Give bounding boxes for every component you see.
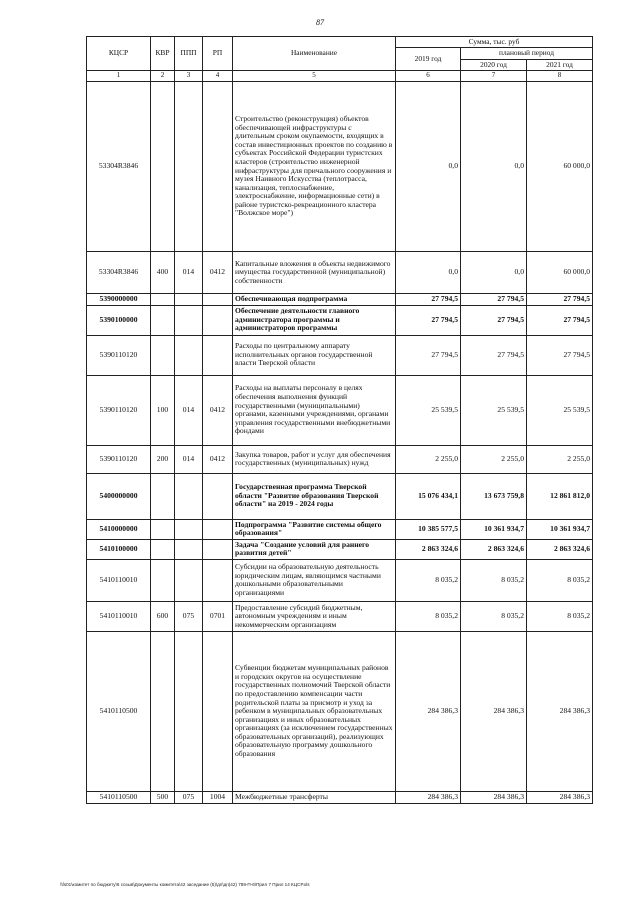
rp-cell: 0412 xyxy=(203,445,233,473)
ppp-cell: 075 xyxy=(175,601,203,631)
amount-2020-cell: 27 794,5 xyxy=(461,305,527,335)
name-cell: Капитальные вложения в объекты недвижимого имущества государственной (муниципальной) собственности xyxy=(233,252,396,294)
rp-cell xyxy=(203,294,233,306)
header-rp: РП xyxy=(203,37,233,71)
amount-2020-cell: 2 255,0 xyxy=(461,445,527,473)
amount-2019-cell: 284 386,3 xyxy=(396,631,461,791)
header-year-2020: 2020 год xyxy=(461,59,527,70)
file-path-footer: \\fs01\комитет по бюджету\6 созыв\Документы комитета\42 заседание (5)\дп\дп(42) 789-П-6\Прил 7 Прил 14 КЦСР.xls xyxy=(60,882,310,887)
name-cell: Предоставление субсидий бюджетным, автономным учреждениям и иным некоммерческим организациям xyxy=(233,601,396,631)
kcsr-cell: 5410110500 xyxy=(87,791,151,803)
name-cell: Субсидии на образовательную деятельность юридическим лицам, являющимся частными дошкольными образовательными организациями xyxy=(233,559,396,601)
kvr-cell: 500 xyxy=(151,791,175,803)
rp-cell xyxy=(203,473,233,519)
ppp-cell xyxy=(175,519,203,539)
rp-cell xyxy=(203,305,233,335)
kcsr-cell: 5390110120 xyxy=(87,445,151,473)
amount-2021-cell: 25 539,5 xyxy=(527,375,593,445)
kvr-cell xyxy=(151,559,175,601)
amount-2021-cell: 284 386,3 xyxy=(527,791,593,803)
table-row xyxy=(87,631,593,791)
amount-2021-cell: 10 361 934,7 xyxy=(527,519,593,539)
column-number: 1 xyxy=(87,71,151,82)
name-cell: Подпрограмма "Развитие системы общего образования" xyxy=(233,519,396,539)
amount-2019-cell: 2 863 324,6 xyxy=(396,539,461,559)
ppp-cell xyxy=(175,539,203,559)
header-sum: Сумма, тыс. руб xyxy=(396,37,593,48)
name-cell: Государственная программа Тверской области "Развитие образования Тверской области" на 2019 - 2024 годы xyxy=(233,473,396,519)
table-header xyxy=(87,37,593,82)
amount-2020-cell: 0,0 xyxy=(461,252,527,294)
kvr-cell xyxy=(151,539,175,559)
table-row xyxy=(87,445,593,473)
name-cell: Закупка товаров, работ и услуг для обеспечения государственных (муниципальных) нужд xyxy=(233,445,396,473)
ppp-cell xyxy=(175,294,203,306)
table-row xyxy=(87,791,593,803)
table-row xyxy=(87,559,593,601)
amount-2019-cell: 27 794,5 xyxy=(396,294,461,306)
kvr-cell xyxy=(151,519,175,539)
table-row xyxy=(87,252,593,294)
name-cell: Расходы по центральному аппарату исполнительных органов государственной власти Тверской области xyxy=(233,335,396,375)
table-row xyxy=(87,601,593,631)
rp-cell: 0412 xyxy=(203,375,233,445)
ppp-cell xyxy=(175,335,203,375)
rp-cell xyxy=(203,539,233,559)
kcsr-cell: 5390000000 xyxy=(87,294,151,306)
kcsr-cell: 53304R3846 xyxy=(87,252,151,294)
rp-cell xyxy=(203,631,233,791)
amount-2020-cell: 27 794,5 xyxy=(461,335,527,375)
rp-cell xyxy=(203,519,233,539)
ppp-cell: 014 xyxy=(175,445,203,473)
amount-2020-cell: 8 035,2 xyxy=(461,559,527,601)
kvr-cell: 100 xyxy=(151,375,175,445)
ppp-cell xyxy=(175,82,203,252)
amount-2019-cell: 0,0 xyxy=(396,252,461,294)
column-number: 6 xyxy=(396,71,461,82)
amount-2020-cell: 284 386,3 xyxy=(461,791,527,803)
amount-2019-cell: 27 794,5 xyxy=(396,305,461,335)
amount-2021-cell: 60 000,0 xyxy=(527,82,593,252)
table-row xyxy=(87,375,593,445)
amount-2019-cell: 10 385 577,5 xyxy=(396,519,461,539)
rp-cell xyxy=(203,559,233,601)
amount-2021-cell: 2 255,0 xyxy=(527,445,593,473)
header-plan-period: плановый период xyxy=(461,48,593,59)
ppp-cell: 014 xyxy=(175,252,203,294)
table-row xyxy=(87,294,593,306)
kvr-cell xyxy=(151,335,175,375)
rp-cell: 0701 xyxy=(203,601,233,631)
amount-2019-cell: 8 035,2 xyxy=(396,559,461,601)
kvr-cell xyxy=(151,631,175,791)
column-number: 7 xyxy=(461,71,527,82)
column-number-row xyxy=(87,71,593,82)
amount-2020-cell: 0,0 xyxy=(461,82,527,252)
rp-cell: 0412 xyxy=(203,252,233,294)
amount-2019-cell: 0,0 xyxy=(396,82,461,252)
kcsr-cell: 5410000000 xyxy=(87,519,151,539)
header-ppp: ППП xyxy=(175,37,203,71)
kvr-cell: 400 xyxy=(151,252,175,294)
amount-2020-cell: 27 794,5 xyxy=(461,294,527,306)
name-cell: Обеспечивающая подпрограмма xyxy=(233,294,396,306)
amount-2021-cell: 60 000,0 xyxy=(527,252,593,294)
amount-2021-cell: 27 794,5 xyxy=(527,305,593,335)
name-cell: Субвенции бюджетам муниципальных районов и городских округов на осуществление государственных полномочий Тверской области по предоставлению компенсации части родительской платы за присмотр и уход за ребенком в муниципальных образовательных организациях и иных образовательных организациях (за исключением государственных образовательных организаций), реализующих образовательную программу дошкольного образования xyxy=(233,631,396,791)
amount-2020-cell: 284 386,3 xyxy=(461,631,527,791)
amount-2020-cell: 25 539,5 xyxy=(461,375,527,445)
amount-2021-cell: 8 035,2 xyxy=(527,559,593,601)
name-cell: Задача "Создание условий для раннего развития детей" xyxy=(233,539,396,559)
budget-table xyxy=(86,36,593,804)
ppp-cell xyxy=(175,559,203,601)
ppp-cell xyxy=(175,473,203,519)
amount-2019-cell: 15 076 434,1 xyxy=(396,473,461,519)
table-row xyxy=(87,473,593,519)
page-number: 87 xyxy=(316,18,324,27)
amount-2021-cell: 8 035,2 xyxy=(527,601,593,631)
amount-2019-cell: 25 539,5 xyxy=(396,375,461,445)
kvr-cell: 600 xyxy=(151,601,175,631)
ppp-cell xyxy=(175,631,203,791)
kcsr-cell: 5410100000 xyxy=(87,539,151,559)
kvr-cell xyxy=(151,82,175,252)
amount-2020-cell: 10 361 934,7 xyxy=(461,519,527,539)
header-kvr: КВР xyxy=(151,37,175,71)
name-cell: Межбюджетные трансферты xyxy=(233,791,396,803)
kvr-cell: 200 xyxy=(151,445,175,473)
kvr-cell xyxy=(151,473,175,519)
amount-2019-cell: 284 386,3 xyxy=(396,791,461,803)
name-cell: Расходы на выплаты персоналу в целях обеспечения выполнения функций государственными (муниципальными) органами, казенными учреждениями, органами управления государственными внебюджетными фондами xyxy=(233,375,396,445)
column-number: 2 xyxy=(151,71,175,82)
kcsr-cell: 5410110500 xyxy=(87,631,151,791)
table-row xyxy=(87,82,593,252)
header-kcsr: КЦСР xyxy=(87,37,151,71)
kcsr-cell: 5390110120 xyxy=(87,335,151,375)
kcsr-cell: 5390110120 xyxy=(87,375,151,445)
header-year-2021: 2021 год xyxy=(527,59,593,70)
kcsr-cell: 5400000000 xyxy=(87,473,151,519)
column-number: 4 xyxy=(203,71,233,82)
table-row xyxy=(87,519,593,539)
amount-2021-cell: 2 863 324,6 xyxy=(527,539,593,559)
ppp-cell xyxy=(175,305,203,335)
amount-2020-cell: 13 673 759,8 xyxy=(461,473,527,519)
kcsr-cell: 5410110010 xyxy=(87,559,151,601)
amount-2019-cell: 8 035,2 xyxy=(396,601,461,631)
header-year-2019: 2019 год xyxy=(396,48,461,71)
rp-cell: 1004 xyxy=(203,791,233,803)
table-row xyxy=(87,305,593,335)
name-cell: Строительство (реконструкция) объектов обеспечивающей инфраструктуры с длительным сроком окупаемости, входящих в состав инвестиционных проектов по созданию в субъектах Российской Федерации туристских кластеров (строительство инженерной инфраструктуры для причального сооружения и музея Наивного Искусства (теплотрасса, канализация, теплоснабжение, электроснабжение, информационные сети) в районе туристско-рекреационного кластера "Волжское море") xyxy=(233,82,396,252)
amount-2019-cell: 2 255,0 xyxy=(396,445,461,473)
amount-2020-cell: 2 863 324,6 xyxy=(461,539,527,559)
kvr-cell xyxy=(151,305,175,335)
kcsr-cell: 5390100000 xyxy=(87,305,151,335)
amount-2019-cell: 27 794,5 xyxy=(396,335,461,375)
amount-2021-cell: 12 861 812,0 xyxy=(527,473,593,519)
ppp-cell: 075 xyxy=(175,791,203,803)
rp-cell xyxy=(203,82,233,252)
amount-2021-cell: 27 794,5 xyxy=(527,294,593,306)
amount-2021-cell: 27 794,5 xyxy=(527,335,593,375)
name-cell: Обеспечение деятельности главного администратора программы и администраторов программы xyxy=(233,305,396,335)
header-name: Наименование xyxy=(233,37,396,71)
amount-2021-cell: 284 386,3 xyxy=(527,631,593,791)
kvr-cell xyxy=(151,294,175,306)
rp-cell xyxy=(203,335,233,375)
column-number: 5 xyxy=(233,71,396,82)
ppp-cell: 014 xyxy=(175,375,203,445)
kcsr-cell: 53304R3846 xyxy=(87,82,151,252)
table-row xyxy=(87,539,593,559)
column-number: 8 xyxy=(527,71,593,82)
kcsr-cell: 5410110010 xyxy=(87,601,151,631)
column-number: 3 xyxy=(175,71,203,82)
table-row xyxy=(87,335,593,375)
amount-2020-cell: 8 035,2 xyxy=(461,601,527,631)
